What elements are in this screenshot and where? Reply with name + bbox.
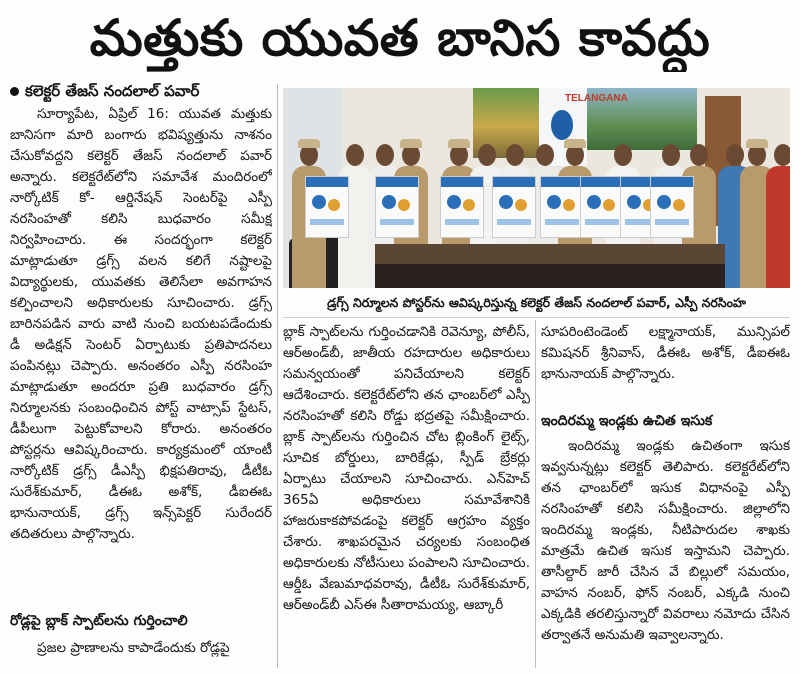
story-column-1-continuation: ప్రజల ప్రాణాలను కాపాడేందుకు రోడ్లపై [37, 640, 230, 656]
photo-poster-circle [563, 199, 575, 211]
photo-poster-band [441, 177, 483, 187]
photo-poster [305, 176, 349, 238]
story-column-1: సూర్యాపేట, ఏప్రిల్ 16: యువత మత్తుకు బానిసగా మారి బంగారు భవిష్యత్తును నాశనం చేసుకోవద్దని కలెక్టర్ తేజస్ నందలాల్ పవార్ అన్నారు. కలెక్టరేట్‌లోని సమావేశ మందిరంలో నార్కోటిక్ కో- ఆర్డినేషన్ సెంటర్‌పై ఎస్పీ నరసింహతో కలిసి బుధవారం సమీక్ష నిర్వహించారు. ఈ సందర్భంగా కలెక్టర్ మాట్లాడుతూ డ్రగ్స్ వలన కలిగే నష్టాలపై విద్యార్థులకు, యువతకు తెలిసేలా అవగాహన కల్పించాలని అధికారులకు సూచించారు. డ్రగ్స్ బారినపడిన వారు వాటి నుంచి బయటపడేందుకు డీ అడిక్షన్ సెంటర్ ఏర్పాటుకు ప్రతిపాదనలు పంపినట్లు చెప్పారు. అనంతరం ఎస్పీ నరసింహ మాట్లాడుతూ అందరూ ప్రతి బుధవారం డ్రగ్స్ నిర్మూలనకు సంబంధించిన పోస్ట్ వాట్సాప్ స్టేటస్, డీపీలుగా పెట్టుకోవాలని కోరారు. అనంతరం పోస్టర్లను ఆవిష్కరించారు. కార్యక్రమంలో యాంటీ నార్కోటిక్ డ్రగ్స్ డీఎస్పీ భిక్షపతిరావు, డీటీఓ సురేశ్‌కుమార్, డీఈఓ అశోక్, డీఐఈఓ భానునాయక్, డ్రగ్స్ ఇన్స్‌పెక్టర్ సురేందర్ తదితరులు పాల్గొన్నారు. [10, 106, 272, 542]
photo-poster-band [581, 177, 623, 187]
photo-poster-circle [398, 199, 410, 211]
photo-poster [650, 176, 694, 238]
photo-police-cap [448, 139, 470, 148]
photo-poster-circle [328, 199, 340, 211]
subheading-black-spots: రోడ్లపై బ్లాక్ స్పాట్‌లను గుర్తించాలి [10, 613, 188, 629]
photo-person-head [376, 144, 394, 166]
photo-poster-circle [547, 195, 561, 209]
photo-poster-circle [382, 195, 396, 209]
photo-poster-band [541, 177, 583, 187]
photo-poster [440, 176, 484, 238]
byline-text: కలెక్టర్ తేజస్ నందలాల్ పవార్ [25, 82, 200, 100]
byline [10, 80, 274, 102]
photo-person-head [726, 144, 744, 166]
photo-police-cap [400, 139, 422, 148]
photo-poster-band [376, 177, 418, 187]
photo-poster-strip [655, 219, 689, 225]
photo-poster-band [493, 177, 535, 187]
column-divider [535, 320, 536, 668]
photo-police-cap [746, 139, 768, 148]
photo-poster-circle [603, 199, 615, 211]
photo-poster-circle [499, 195, 513, 209]
story-column-3-top: సూపరింటెండెంట్ లక్ష్మానాయక్, మున్సిపల్ కమిషనర్ శ్రీనివాస్, డీఈఓ అశోక్, డీఐఈఓ భానునాయక్ పాల్గొన్నారు. [541, 324, 790, 382]
photo-banner-text: TELANGANA [565, 93, 628, 104]
photo-poster-band [306, 177, 348, 187]
bullet-icon [10, 87, 19, 96]
photo-poster-strip [585, 219, 619, 225]
headline: మత్తుకు యువత బానిస కావద్దు [89, 9, 711, 67]
photo-poster-circle [587, 195, 601, 209]
photo-poster [492, 176, 536, 238]
photo-poster [540, 176, 584, 238]
photo-person-head [506, 144, 524, 166]
photo-person-head [478, 144, 496, 166]
photo-poster-circle [447, 195, 461, 209]
photo-table-front [375, 264, 725, 288]
photo-banner-one [551, 110, 573, 140]
photo-police-cap [298, 139, 320, 148]
photo-poster-circle [515, 199, 527, 211]
photo-person-head [614, 144, 632, 166]
photo-poster-circle [463, 199, 475, 211]
photo-person-head [346, 144, 364, 166]
photo-poster-circle [673, 199, 685, 211]
subheading-free-sand: ఇందిరమ్మ ఇండ్లకు ఉచిత ఇసుక [541, 413, 713, 429]
photo-poster [580, 176, 624, 238]
story-column-2: బ్లాక్ స్పాట్‌లను గుర్తించడానికి రెవెన్యూ, పోలీస్, ఆర్అండ్‌బీ, జాతీయ రహదారుల అధికారులు సమన్వయంతో పనిచేయాలని కలెక్టర్ ఆదేశించారు. కలెక్టరేట్‌లోని తన ఛాంబర్‌లో ఎస్పీ నరసింహతో కలిసి రోడ్డు భద్రతపై సమీక్షించారు. బ్లాక్ స్పాట్‌లను గుర్తించిన చోట బ్లింకింగ్ లైట్స్, సూచిక బోర్డులు, బారికేడ్లు, స్పీడ్ బ్రేకర్లు ఏర్పాటు చేయాలని సూచించారు. ఎన్‌హెచ్ 365ఏ అధికారులు సమావేశానికి హాజరుకాకపోవడంపై కలెక్టర్ ఆగ్రహం వ్యక్తం చేశారు. శాఖపరమైన చర్యలకు సంబంధిత అధికారులకు నోటీసులు పంపాలని సూచించారు. ఆర్డీఓ వేణుమాధవరావు, డీటీఓ సురేశ్‌కుమార్, ఆర్అండ్‌బీ ఎస్ఈ సీతారామయ్య, ఆబ్కారీ [283, 324, 530, 613]
photo-caption: డ్రగ్స్ నిర్మూలన పోస్టర్‌ను ఆవిష్కరిస్తున్న కలెక్టర్ తేజస్ నందలాల్ పవార్, ఎస్పీ నరసింహ [327, 295, 746, 310]
caption-divider [283, 317, 790, 318]
photo-person-head [690, 144, 708, 166]
photo-poster-strip [545, 219, 579, 225]
photo-poster [375, 176, 419, 238]
photo-police-cap [564, 139, 586, 148]
photo-poster-strip [497, 219, 531, 225]
photo-poster-band [651, 177, 693, 187]
news-photo [283, 88, 790, 288]
photo-poster-strip [310, 219, 344, 225]
photo-person-head [774, 144, 790, 166]
photo-poster-circle [312, 195, 326, 209]
photo-person-head [536, 144, 554, 166]
photo-poster-strip [445, 219, 479, 225]
photo-poster-strip [380, 219, 414, 225]
photo-poster-circle [627, 195, 641, 209]
photo-poster-circle [657, 195, 671, 209]
story-column-3: ఇందిరమ్మ ఇండ్లకు ఉచితంగా ఇసుక ఇవ్వనున్నట్లు కలెక్టర్ తెలిపారు. కలెక్టరేట్‌లోని తన ఛాంబర్‌లో ఇసుక విధానంపై ఎస్పీ నరసింహతో కలిసి సమీక్షించారు. జిల్లాలోని ఇందిరమ్మ ఇండ్లకు, నీటిపారుదల శాఖకు మాత్రమే ఉచిత ఇసుక ఇస్తామని చెప్పారు. తాసీల్దార్ జారీ చేసిన వే బిల్లులో సమయం, వాహన నంబర్, ఫోన్ నంబర్, ఎక్కడి నుంచి ఎక్కడికి తరలిస్తున్నారో వివరాలు నమోదు చేసిన తర్వాతనే అనుమతి ఇవ్వాలన్నారు. [541, 438, 790, 643]
photo-person-body [766, 166, 790, 288]
photo-person-head [662, 144, 680, 166]
column-divider [277, 84, 278, 668]
